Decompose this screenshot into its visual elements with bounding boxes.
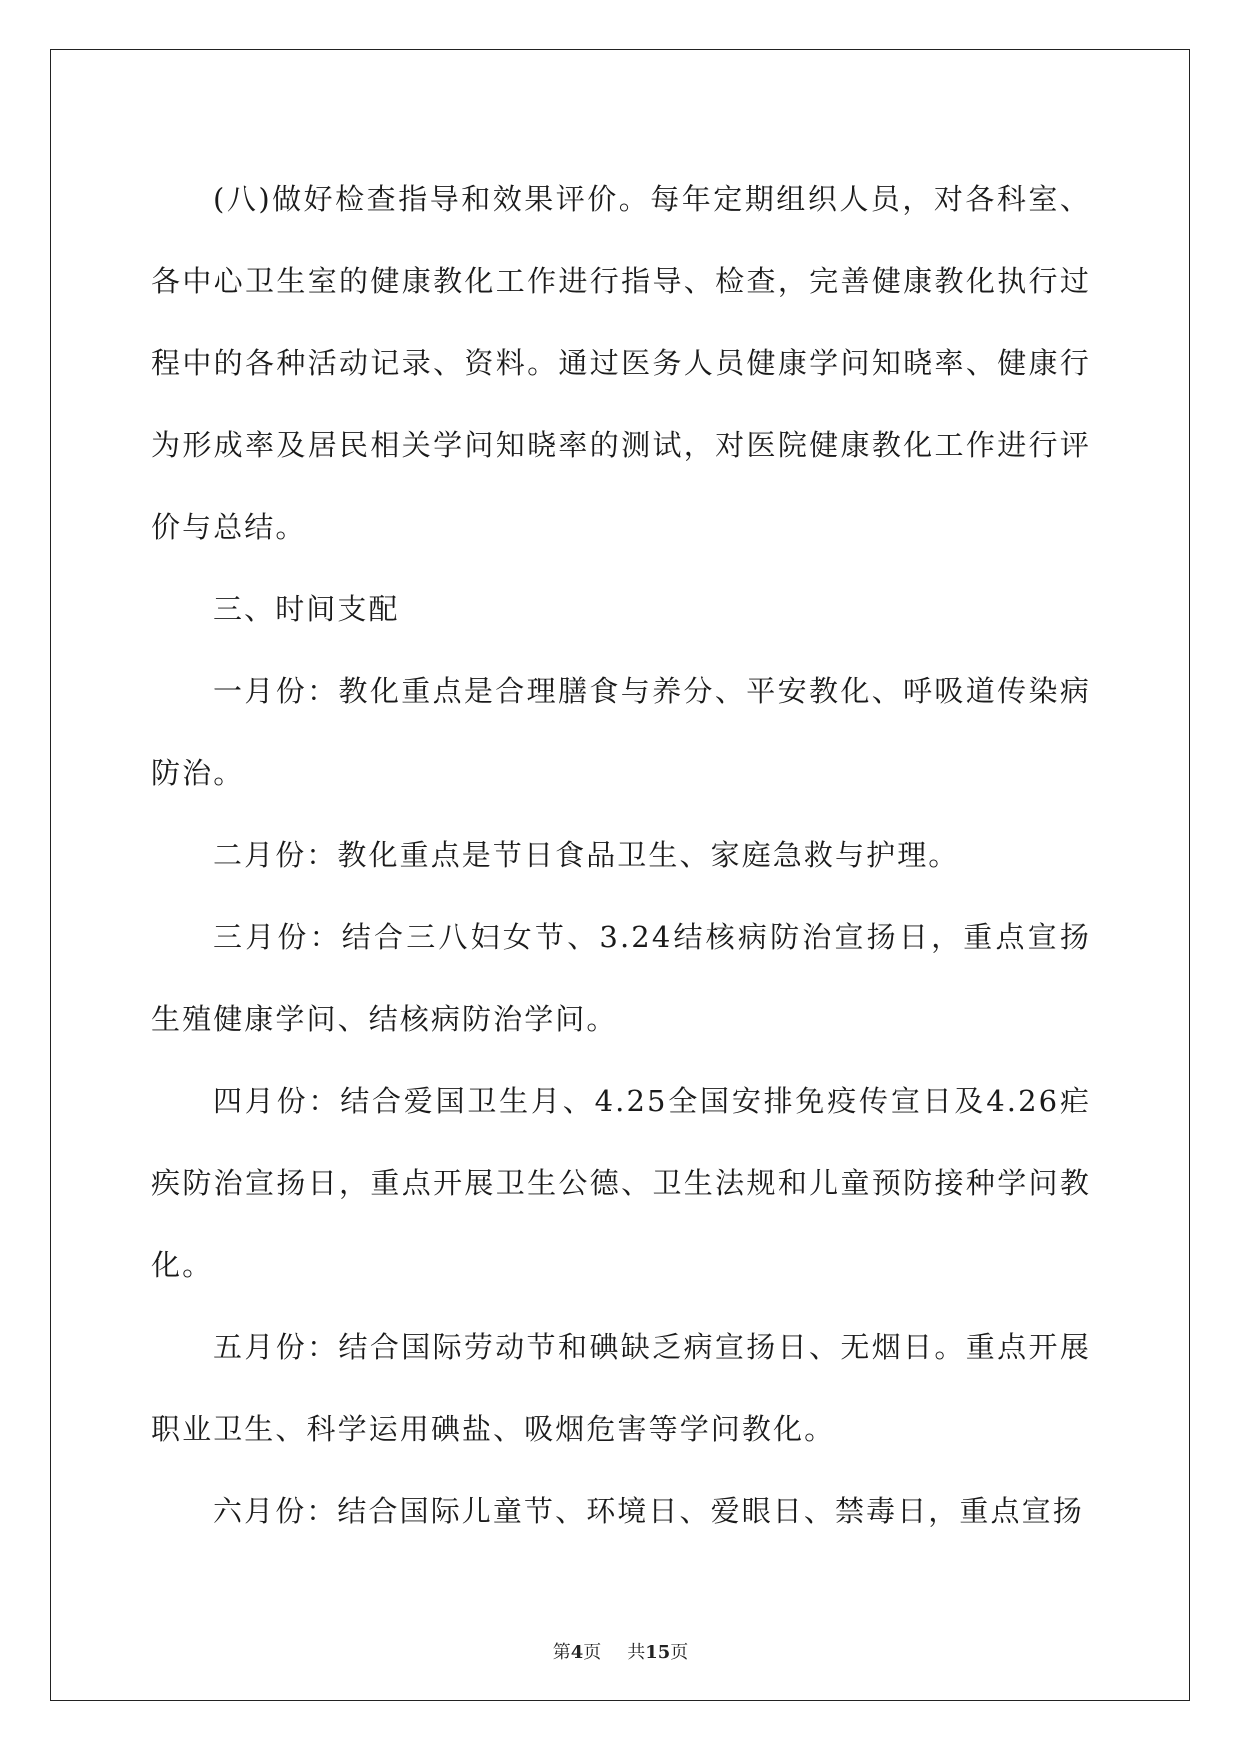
paragraph-february: 二月份：教化重点是节日食品卫生、家庭急救与护理。 bbox=[213, 838, 960, 872]
page-footer bbox=[0, 1641, 1241, 1665]
paragraph-january: 一月份：教化重点是合理膳食与养分、平安教化、呼吸道传染病防治。 bbox=[151, 674, 1091, 790]
paragraph-march: 三月份：结合三八妇女节、3.24结核病防治宣扬日，重点宣扬生殖健康学问、结核病防治学问。 bbox=[151, 920, 1091, 1036]
section-heading-time-schedule: 三、时间支配 bbox=[213, 592, 400, 626]
page-prefix: 第 bbox=[552, 1642, 571, 1663]
total-page-count: 15 bbox=[645, 1642, 671, 1663]
current-page-number: 4 bbox=[570, 1642, 584, 1663]
paragraph-april: 四月份：结合爱国卫生月、4.25全国安排免疫传宣日及4.26疟疾防治宣扬日，重点开展卫生公德、卫生法规和儿童预防接种学问教化。 bbox=[151, 1084, 1091, 1282]
paragraph-inspection-evaluation: (八)做好检查指导和效果评价。每年定期组织人员，对各科室、各中心卫生室的健康教化工作进行指导、检查，完善健康教化执行过程中的各种活动记录、资料。通过医务人员健康学问知晓率、健康行为形成率及居民相关学问知晓率的测试，对医院健康教化工作进行评价与总结。 bbox=[151, 182, 1091, 544]
document-body bbox=[151, 158, 1091, 1552]
page-suffix: 页 bbox=[583, 1642, 602, 1663]
total-prefix: 共 bbox=[627, 1642, 646, 1663]
paragraph-june: 六月份：结合国际儿童节、环境日、爱眼日、禁毒日，重点宣扬 bbox=[213, 1494, 1084, 1528]
paragraph-may: 五月份：结合国际劳动节和碘缺乏病宣扬日、无烟日。重点开展职业卫生、科学运用碘盐、吸烟危害等学问教化。 bbox=[151, 1330, 1091, 1446]
total-suffix: 页 bbox=[670, 1642, 689, 1663]
